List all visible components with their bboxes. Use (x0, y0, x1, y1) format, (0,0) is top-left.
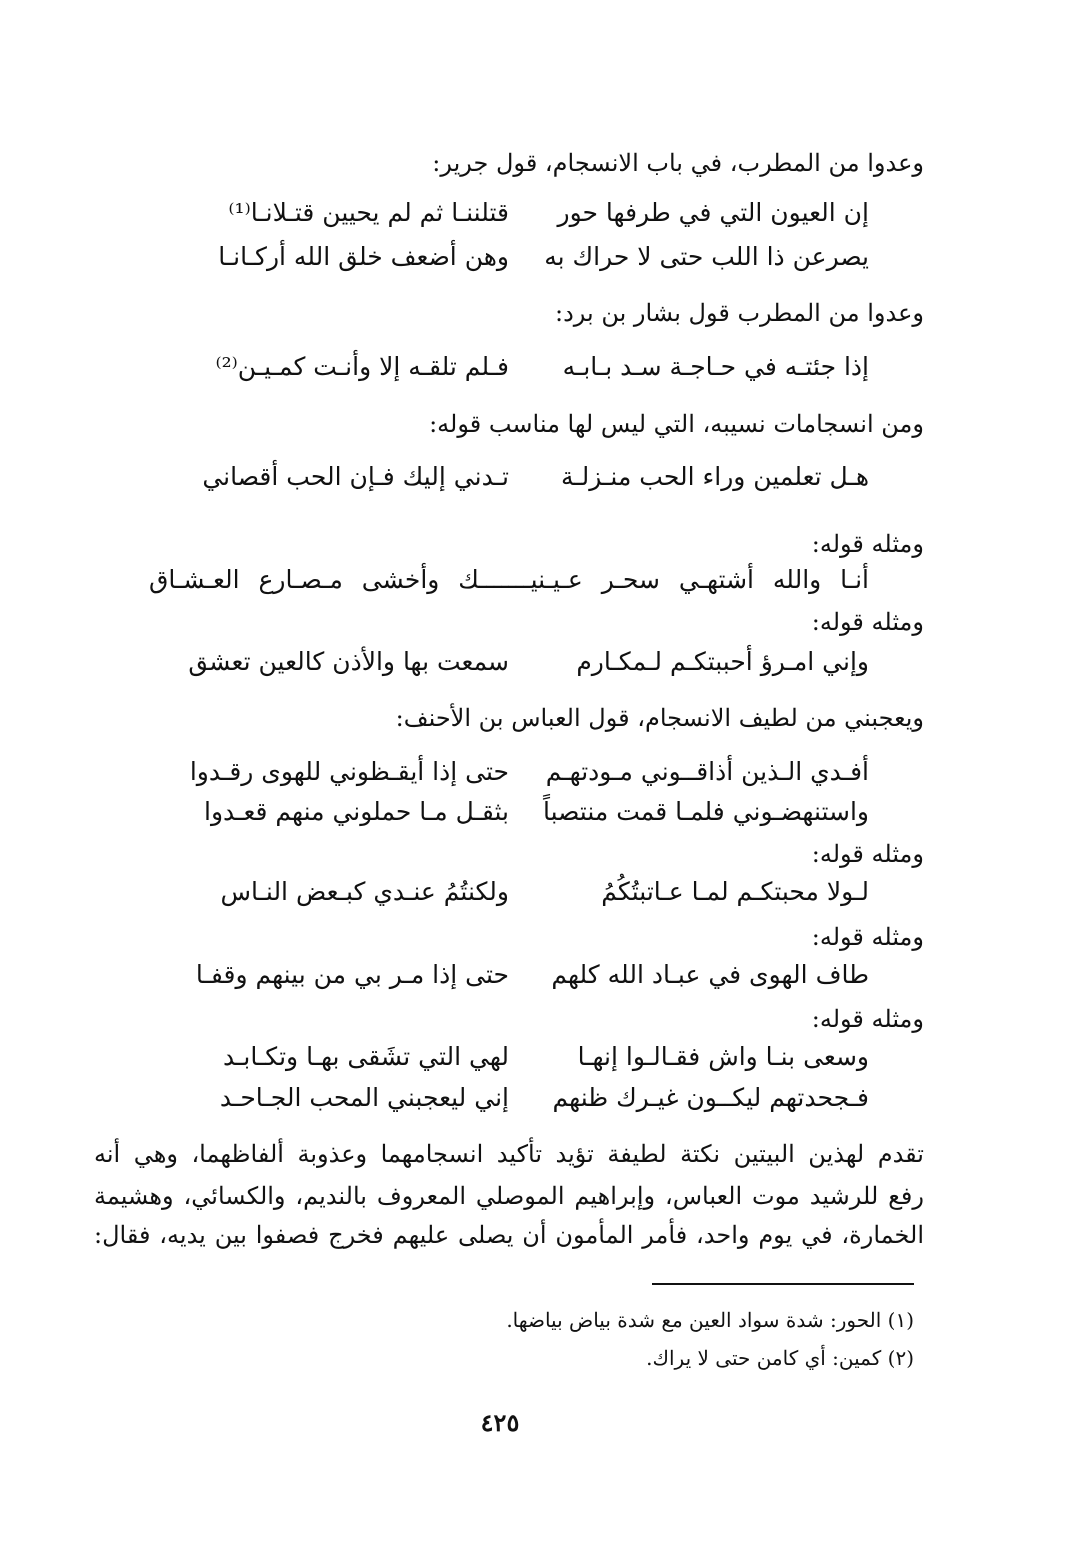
mithl-label-4: ومثله قوله: (811, 923, 924, 951)
verse-mithl-5a (149, 1040, 869, 1074)
intro-nasib: ومن انسجامات نسيبه، التي ليس لها مناسب قوله: (429, 410, 924, 438)
intro-abbas: ويعجبني من لطيف الانسجام، قول العباس بن الأحنف: (395, 704, 924, 732)
page-number: ٤٢٥ (480, 1408, 520, 1437)
verse-mithl-2 (149, 645, 869, 679)
verse-mithl-3 (149, 875, 869, 909)
verse-mithl-4 (149, 958, 869, 992)
hemistich-first: وسعى بنـا واش فقـالـوا إنهـا (577, 1042, 869, 1071)
verse-bashar-1 (149, 350, 869, 384)
hemistich-first: هـل تعلمين وراء الحب منـزلـة (560, 462, 869, 491)
mithl-label-3: ومثله قوله: (811, 840, 924, 868)
hemistich-first: واستنهضـوني فلمـا قمت منتصباً (542, 797, 869, 826)
hemistich-second: قتلننـا ثم لم يحيين قتـلانـا⁽¹⁾ (228, 198, 509, 227)
verse-mithl-5b (149, 1081, 869, 1115)
hemistich-first: وإني امـرؤ أحببتكـم لـمكـارم (576, 647, 869, 676)
hemistich-second: حتى إذا أيقـظوني للهوى رقـدوا (189, 757, 509, 786)
footnote-2: (٢) كمين: أي كامن حتى لا يراك. (646, 1346, 914, 1370)
verse-nasib-1 (149, 460, 869, 494)
mithl-label-5: ومثله قوله: (811, 1005, 924, 1033)
intro-bashar: وعدوا من المطرب قول بشار بن برد: (555, 299, 924, 327)
hemistich-first: إذا جئتـه في حـاجـة سـد بـابـه (562, 352, 869, 381)
hemistich-first: لـولا محبتكـم لمـا عـاتبتُكُمُ (601, 877, 869, 906)
hemistich-second: تـدني إليك فـإن الحب أقصاني (202, 462, 509, 491)
hemistich-first: يصرعن ذا اللب حتى لا حراك به (544, 242, 869, 271)
hemistich-first: فـجحدتهم ليكــون غيـرك ظنهم (552, 1083, 869, 1112)
prose-line-3: الخمارة، في يوم واحد، فأمر المأمون أن يصلى عليهم فخرج فصفوا بين يديه، فقال: (94, 1221, 924, 1249)
hemistich-first: طاف الهوى في عبـاد الله كلهم (551, 960, 869, 989)
verse-jarir-1 (149, 196, 869, 230)
mithl-label-2: ومثله قوله: (811, 608, 924, 636)
intro-jarir: وعدوا من المطرب، في باب الانسجام، قول جرير: (432, 149, 924, 177)
verse-abbas-1 (149, 755, 869, 789)
hemistich-second: إني ليعجبني المحب الجـاحـد (219, 1083, 509, 1112)
footnote-1: (١) الحور: شدة سواد العين مع شدة بياض بياضها. (506, 1308, 914, 1332)
mithl-label-1: ومثله قوله: (811, 530, 924, 558)
hemistich-first: إن العيون التي في طرفها حور (557, 198, 869, 227)
hemistich-second: سمعت بها والأذن كالعين تعشق (188, 647, 509, 676)
footnote-divider (652, 1283, 914, 1285)
hemistich-second: فـلم تلقـه إلا وأنـت كمـيـن⁽²⁾ (215, 352, 509, 381)
prose-line-2: رفع للرشيد موت العباس، وإبراهيم الموصلي المعروف بالنديم، والكسائي، وهشيمة (94, 1182, 924, 1210)
verse-mithl-1: أنـا والله أشتهـي سحـر عـيـنيـــــــك وأخشى مـصـارع العـشـاق (149, 565, 869, 594)
hemistich-second: لهي التي تشَقى بهـا وتكـابـد (222, 1042, 509, 1071)
hemistich-second: ولكنتُمُ عنـدي كبـعض النـاس (220, 877, 509, 906)
hemistich-first: أفـدي الـذين أذاقــوني مـودتهـم (545, 757, 869, 786)
verse-jarir-2 (149, 240, 869, 274)
prose-line-1: تقدم لهذين البيتين نكتة لطيفة تؤيد تأكيد انسجامهما وعذوبة ألفاظهما، وهي أنه (94, 1140, 924, 1168)
hemistich-second: وهن أضعف خلق الله أركـانـا (218, 242, 509, 271)
hemistich-second: بثقـل مـا حملوني منهم قعـدوا (204, 797, 509, 826)
hemistich-second: حتى إذا مـر بي من بينهم وقفـا (195, 960, 509, 989)
verse-abbas-2 (149, 795, 869, 829)
